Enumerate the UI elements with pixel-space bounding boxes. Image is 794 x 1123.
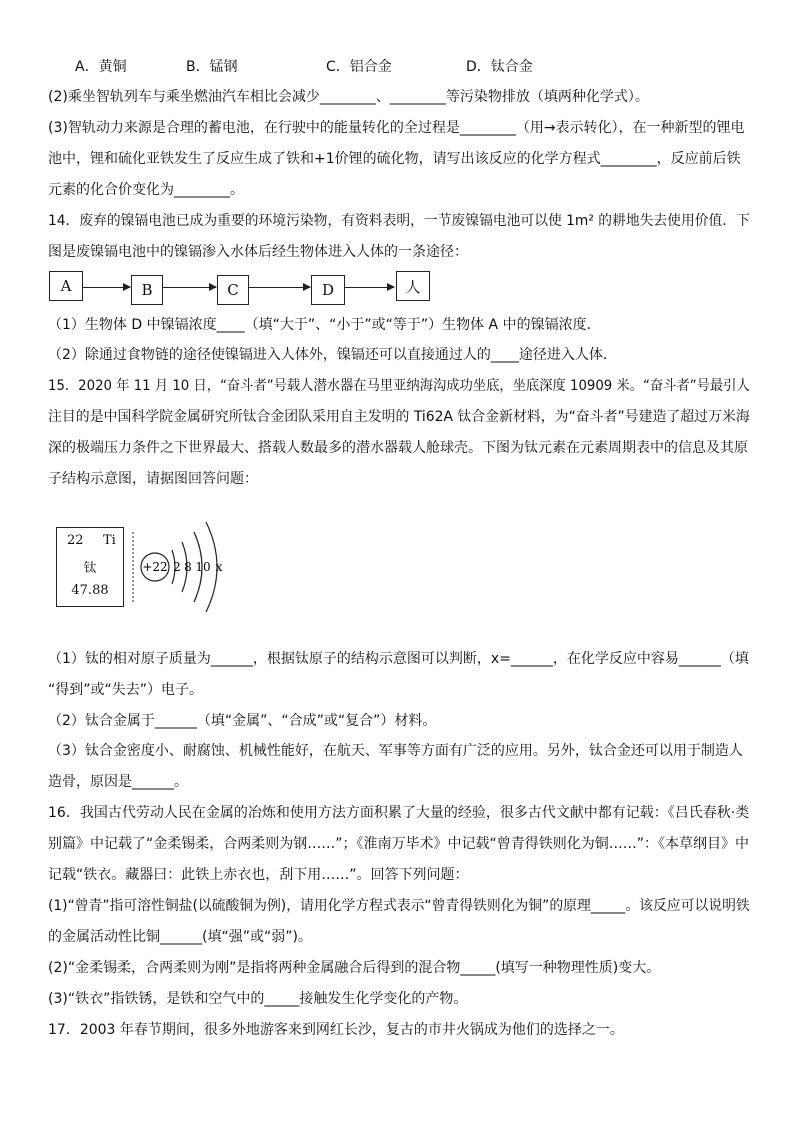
option-a: A．黄铜 <box>75 59 127 75</box>
chain-node-d: D <box>311 275 345 305</box>
q15-sub3-line1: （3）钛合金密度小、耐腐蚀、机械性能好，在航天、军事等方面有广泛的应用。另外，钛合金还可以用于制造人 <box>48 743 743 759</box>
q16-sub1-line1: (1)“曾青”指可溶性铜盐(以硫酸铜为例)，请用化学方程式表示“曾青得铁则化为铜”的原理_____。该反应可以说明铁 <box>48 898 750 914</box>
q16-stem-line2: 别篇》中记载了“金柔锡柔，合两柔则为钢……”；《淮南万毕术》中记载“曾青得铁则化为铜……”：《本草纲目》中 <box>48 836 750 852</box>
chain-node-c: C <box>217 275 249 305</box>
arrow-icon <box>344 287 394 288</box>
arrow-icon <box>248 287 310 288</box>
q15-sub1-line2: “得到”或“失去”）电子。 <box>48 682 204 698</box>
q15-stem-line1: 15．2020 年 11 月 10 日，“奋斗者”号载人潜水器在马里亚纳海沟成功坐底，坐底深度 10909 米。“奋斗者”号最引人 <box>48 378 750 394</box>
q15-sub1-line1: （1）钛的相对原子质量为______，根据钛原子的结构示意图可以判断，x=______，在化学反应中容易______（填 <box>48 651 749 667</box>
option-c: C．铝合金 <box>326 59 392 75</box>
q14-stem-line2: 图是废镍镉电池中的镍镉渗入水体后经生物体进入人体的一条途径： <box>48 244 468 260</box>
option-d: D．钛合金 <box>466 59 533 75</box>
q14-sub1: （1）生物体 D 中镍镉浓度____（填“大于”、“小于”或“等于”）生物体 A 中的镍镉浓度． <box>48 317 601 333</box>
chain-node-b: B <box>131 275 163 305</box>
q13-part2: (2)乘坐智轨列车与乘坐燃油汽车相比会减少________、________等污染物排放（填两种化学式）。 <box>48 89 649 105</box>
shell-1-count: 2 <box>173 560 181 574</box>
q15-sub2: （2）钛合金属于______（填“金属”、“合成”或“复合”）材料。 <box>48 713 437 729</box>
q16-stem-line3: 记载“铁衣。藏器曰：此铁上赤衣也，刮下用……”。回答下列问题： <box>48 867 469 883</box>
atomic-mass: 47.88 <box>71 583 109 598</box>
option-b: B．锰钢 <box>186 59 238 75</box>
q14-sub2: （2）除通过食物链的途径使镍镉进入人体外，镍镉还可以直接通过人的____途径进入人体． <box>48 347 617 363</box>
q15-stem-line3: 深的极端压力条件之下世界最大、搭载人数最多的潜水器载人舱球壳。下图为钛元素在元素周期表中的信息及其原 <box>48 440 748 456</box>
q16-sub3: (3)“铁衣”指铁锈，是铁和空气中的_____接触发生化学变化的产物。 <box>48 991 468 1007</box>
q13-part3-line2: 池中，锂和硫化亚铁发生了反应生成了铁和+1价锂的硫化物，请写出该反应的化学方程式________，反应前后铁 <box>48 151 741 167</box>
shell-3-count: 10 <box>195 560 211 574</box>
q15-stem-line2: 注目的是中国科学院金属研究所钛合金团队采用自主发明的 Ti62A 钛合金新材料，为“奋斗者”号建造了超过万米海 <box>48 409 750 425</box>
chain-node-human: 人 <box>396 271 430 301</box>
q15-stem-line4: 子结构示意图，请据图回答问题： <box>48 471 258 487</box>
arrow-icon <box>82 287 130 288</box>
nucleus-charge: +22 <box>142 560 168 574</box>
chain-node-a: A <box>49 271 83 301</box>
arrow-icon <box>162 287 216 288</box>
element-symbol: Ti <box>103 533 116 548</box>
q13-part3-line3: 元素的化合价变化为________。 <box>48 182 244 198</box>
atomic-structure-diagram <box>130 512 240 622</box>
periodic-table-cell <box>56 527 124 607</box>
q16-sub1-line2: 的金属活动性比铜______(填“强”或“弱”)。 <box>48 929 312 945</box>
q16-stem-line1: 16．我国古代劳动人民在金属的冶炼和使用方法方面积累了大量的经验，很多古代文献中都有记载：《吕氏春秋·类 <box>48 805 750 821</box>
q14-stem-line1: 14．废弃的镍镉电池已成为重要的环境污染物，有资料表明，一节废镍镉电池可以使 1m² 的耕地失去使用价值．下 <box>48 213 750 229</box>
q17-stem-line1: 17．2003 年春节期间，很多外地游客来到网红长沙，复古的市井火锅成为他们的选择之一。 <box>48 1022 624 1038</box>
shell-4-count: x <box>215 560 223 574</box>
q16-sub2: (2)“金柔锡柔，合两柔则为刚”是指将两种金属融合后得到的混合物_____(填写一种物理性质)变大。 <box>48 960 661 976</box>
atomic-number: 22 <box>67 533 84 548</box>
q13-part3-line1: (3)智轨动力来源是合理的蓄电池，在行驶中的能量转化的全过程是________（用→表示转化），在一种新型的锂电 <box>48 120 745 136</box>
shell-2-count: 8 <box>184 560 192 574</box>
q15-sub3-line2: 造骨，原因是______。 <box>48 774 188 790</box>
element-name: 钛 <box>83 561 97 576</box>
